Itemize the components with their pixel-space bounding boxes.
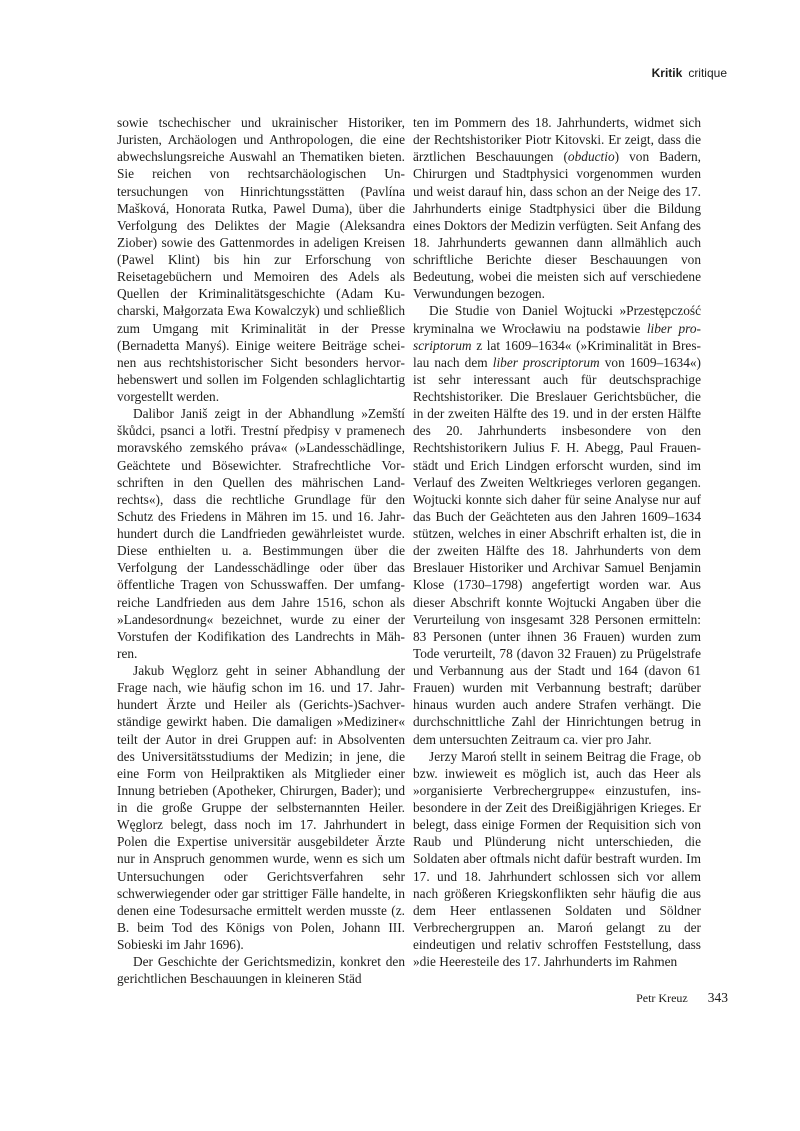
text-run: ten im Pommern des 18. Jahrhunderts, widmet sich der Rechtshistoriker Piotr Kitovski. Er zeigt, dass die ärztlichen Beschauungen ( bbox=[413, 115, 701, 165]
italic-term: obductio bbox=[567, 149, 615, 165]
paragraph: Der Geschichte der Gerichtsmedizin, konkret den gerichtlichen Beschauungen in kleineren Städ bbox=[117, 954, 405, 987]
paragraph bbox=[413, 114, 701, 302]
right-column bbox=[413, 114, 701, 970]
paragraph bbox=[413, 302, 701, 747]
text-run: ) von Badern, Chirurgen und Stadtphysici vorgenommen wurden und weist darauf hin, dass schon an der Neige des 17. Jahrhunderts einige Stadtphysici über die Bildung eines Doktors der Medizin verfügten. Seit Anfang des 18. Jahrhunderts gewannen dann allmählich auch schriftliche Berichte dieser Beschauungen von Bedeutung, wobei die meisten sich auf verschiedene Verwundungen bezogen. bbox=[413, 149, 702, 302]
subsection-label: critique bbox=[688, 66, 727, 80]
text-run: Die Studie von Daniel Wojtucki »Przestępczość kryminalna we Wrocławiu na podstawie bbox=[413, 303, 701, 336]
paragraph: sowie tschechischer und ukrainischer Historiker, Juristen, Archäologen und Anthropologen, die eine abwechslungsreiche Auswahl an Thematiken bieten. Sie reichen von rechtsarchäologischen Untersuchungen von Hinrichtungsstätten (Pavlína Mašková, Honorata Rutka, Pawel Duma), über die Verfolgung des Deliktes der Magie (Aleksandra Ziober) sowie des Gattenmordes in adeligen Kreisen (Pawel Klint) bis hin zur Erforschung von Reisetagebüchern und Memoiren des Adels als Quellen der Kriminalitätsgeschichte (Adam Kucharski, Małgorzata Ewa Kowalczyk) und schließlich zum Umgang mit Kriminalität in der Presse (Bernadetta Manyś). Einige weitere Beiträge scheinen aus rechtshistorischer Sicht besonders hervorhebenswert und sollen im Folgenden schlaglichtartig vorgestellt werden. bbox=[117, 115, 405, 404]
section-label: Kritik bbox=[651, 66, 683, 80]
italic-term: liber proscriptorum bbox=[413, 320, 701, 353]
text-run: z lat 1609–1634« (»Kriminalität in Breslau nach dem bbox=[413, 337, 701, 370]
text-run: von 1609–1634«) ist sehr interessant auch für deutschsprachige Rechtshistoriker. Die Breslauer Gerichtsbücher, die in der zweiten Hälfte des 19. und in der ersten Hälfte des 20. Jahrhunderts insbesondere von den Rechtshistorikern Julius F. H. Abegg, Paul Frauenstädt und Erich Lindgen erforscht wurden, sind im Verlauf des Zweiten Weltkrieges verloren gegangen. Wojtucki konnte sich daher für seine Analyse nur auf das Buch der Geächteten aus den Jahren 1609–1634 stützen, welches in einer Abschrift erhalten ist, die in der zweiten Hälfte des 18. Jahrhunderts von dem Breslauer Historiker und Archivar Samuel Benjamin Klose (1730–1798) angefertigt worden war. Aus dieser Abschrift konnte Wojtucki Angaben über die Verurteilung von insgesamt 328 Personen ermitteln: 83 Personen (unter ihnen 36 Frauen) wurden zum Tode verurteilt, 78 (davon 32 Frauen) zu Prügelstrafe und Verbannung aus der Stadt und 164 (davon 61 Frauen) wurden mit Verbannung bestraft; darüber hinaus wurden auch andere Strafen verhängt. Die durchschnittliche Zahl der Hinrichtungen betrug in dem untersuchten Zeitraum ca. vier pro Jahr. bbox=[413, 354, 701, 747]
page-number: 343 bbox=[707, 990, 728, 1005]
page-footer bbox=[636, 990, 728, 1006]
paragraph: Jerzy Maroń stellt in seinem Beitrag die Frage, ob bzw. inwieweit es möglich ist, auch das Heer als »organisierte Verbrechergruppe« einzustufen, insbesondere in der Zeit des Dreißigjährigen Krieges. Er belegt, dass einige Formen der Requisition sich von Raub und Plünderung nicht unterschieden, die Soldaten aber oftmals nicht dafür bestraft wurden. Im 17. und 18. Jahrhundert schlossen sich vor allem nach größeren Kriegskonflikten sehr häufig die aus dem Heer entlassenen Soldaten und Söldner Verbrechergruppen an. Maroń gelangt zu der eindeutigen und relativ schroffen Feststellung, dass »die Heeresteile des 17. Jahrhunderts im Rahmen bbox=[413, 748, 701, 970]
italic-term: liber proscriptorum bbox=[492, 354, 600, 370]
left-column bbox=[117, 114, 405, 987]
paragraph: Dalibor Janiš zeigt in der Abhandlung »Zemští škůdci, psanci a lotři. Trestní předpisy v pramenech moravského zemského práva« (»Landesschädlinge, Geächtete und Bösewichter. Strafrechtliche Vorschriften in den Quellen des mährischen Landrechts«), dass die rechtliche Grundlage für den Schutz des Friedens in Mähren im 15. und 16. Jahrhundert durch die Landfrieden gewährleistet wurde. Diese enthielten u. a. Bestimmungen über die Verfolgung der Landesschädlinge oder über das öffentliche Tragen von Schusswaffen. Der umfangreiche Landfrieden aus dem Jahre 1516, schon als »Landesordnung« bezeichnet, wurde zu einer der Vorstufen der Kodifikation des Landrechts in Mähren. bbox=[117, 406, 405, 661]
running-head bbox=[652, 66, 727, 80]
author-name: Petr Kreuz bbox=[636, 991, 688, 1005]
paragraph: Jakub Węglorz geht in seiner Abhandlung der Frage nach, wie häufig schon im 16. und 17. Jahrhundert Ärzte und Heiler als (Gerichts-)Sachverständige gewirkt haben. Die damaligen »Mediziner« teilt der Autor in drei Gruppen auf: in Absolventen des Universitätsstudiums der Medizin; in jene, die eine Form von Heilpraktiken als Mitglieder einer Innung betrieben (Apotheker, Chirurgen, Bader); und in die große Gruppe der selbsternannten Heiler. Węglorz belegt, dass noch im 17. Jahrhundert in Polen die Expertise universitär ausgebildeter Ärzte nur in Anspruch genommen wurde, wenn es sich um Untersuchungen oder Gerichtsverfahren sehr schwerwiegender oder gar strittiger Fälle handelte, in denen eine Todesursache ermittelt werden musste (z. B. beim Tod des Königs von Polen, Johann III. Sobieski im Jahr 1696). bbox=[117, 663, 405, 952]
